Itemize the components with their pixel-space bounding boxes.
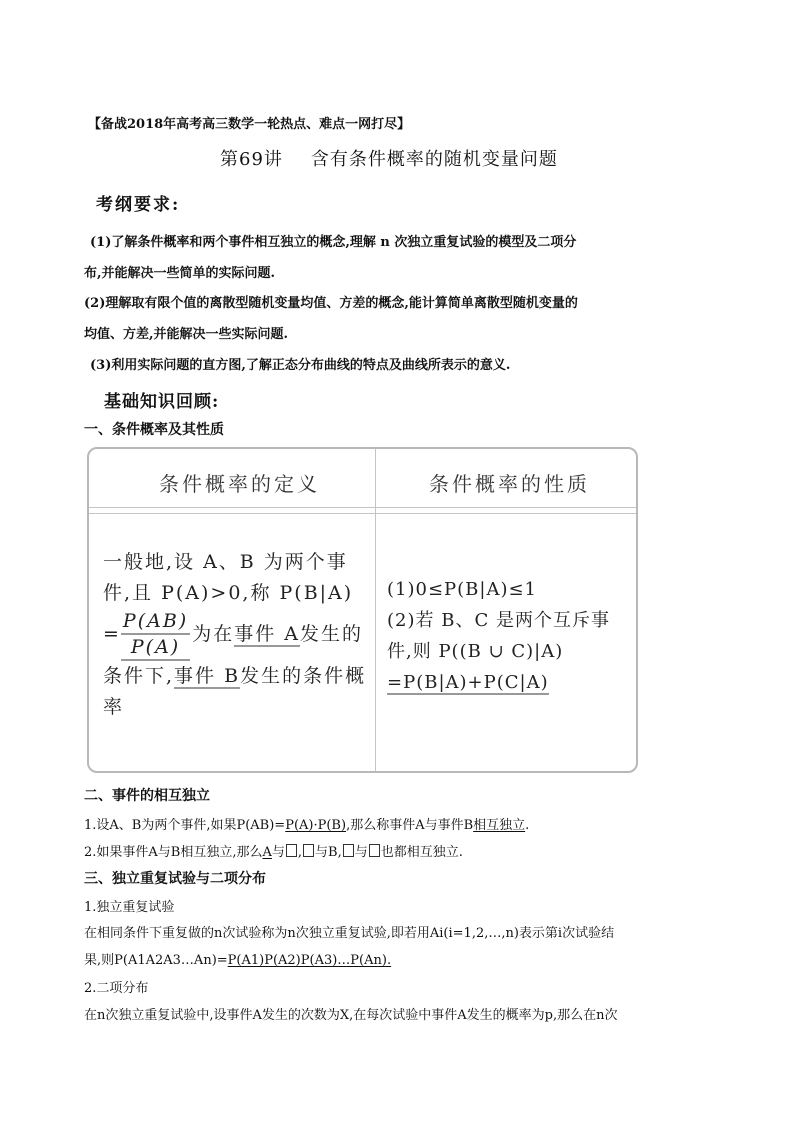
s2-l1-a: 1.设A、B为两个事件,如果P(AB)= xyxy=(84,818,286,833)
table-divider xyxy=(375,449,376,771)
fraction-denominator: P(A) xyxy=(121,635,190,661)
complement-a-glyph-2 xyxy=(343,844,354,857)
s2-l2-e: 与B, xyxy=(315,845,342,860)
s3-l2-a: 果,则P(A1A2A3…An)= xyxy=(84,953,228,968)
conditional-probability-table xyxy=(87,447,638,773)
requirement-2-line-2: 均值、方差,并能解决一些实际问题. xyxy=(84,327,289,342)
property-1: (1)0≤P(B|A)≤1 xyxy=(387,579,538,600)
definition-text-2: 为在 xyxy=(192,623,235,645)
s2-l1-product: P(A)·P(B) xyxy=(285,818,347,833)
series-tag: 【备战2018年高考高三数学一轮热点、难点一网打尽】 xyxy=(88,117,411,132)
definition-text-1: 一般地,设 A、B 为两个事件,且 P(A)>0,称 P(B|A) xyxy=(103,551,354,604)
s2-l2-event-a: A xyxy=(262,845,272,860)
s2-l2-c: 与 xyxy=(271,845,285,860)
requirement-3: (3)利用实际问题的直方图,了解正态分布曲线的特点及曲线所表示的意义. xyxy=(90,358,511,373)
complement-b-glyph xyxy=(286,844,297,857)
independence-property xyxy=(84,841,463,860)
section-3-heading: 三、独立重复试验与二项分布 xyxy=(84,871,266,887)
lecture-title: 含有条件概率的随机变量问题 xyxy=(310,149,558,170)
section-1-heading: 一、条件概率及其性质 xyxy=(84,422,224,438)
table-header-rule xyxy=(89,507,636,508)
independent-trials-text-2 xyxy=(84,949,391,968)
s2-l1-e: . xyxy=(525,818,530,833)
s2-l2-a: 2.如果事件A与B相互独立,那么 xyxy=(84,845,263,860)
complement-b-glyph-2 xyxy=(369,844,380,857)
review-heading: 基础知识回顾: xyxy=(104,392,220,412)
definition-equals: = xyxy=(103,623,121,645)
binomial-text-1: 在n次独立重复试验中,设事件A发生的次数为X,在每次试验中事件A发生的概率为p,那么在n次 xyxy=(84,1008,618,1023)
independence-definition xyxy=(84,814,529,833)
property-2: (2)若 B、C 是两个互斥事件,则 P((B ∪ C)|A) xyxy=(387,610,610,662)
s2-l2-d: , xyxy=(297,845,303,860)
subsection-binomial: 2.二项分布 xyxy=(84,981,149,996)
definition-cell xyxy=(103,547,367,723)
s2-l2-f: 与 xyxy=(354,845,368,860)
requirement-2-line-1: (2)理解取有限个值的离散型随机变量均值、方差的概念,能计算简单离散型随机变量的 xyxy=(84,296,578,311)
definition-event-b: 事件 B xyxy=(174,665,241,687)
s2-l1-independent: 相互独立 xyxy=(473,818,526,833)
property-2-result: =P(B|A)+P(C|A) xyxy=(387,672,549,693)
subsection-independent-trials: 1.独立重复试验 xyxy=(84,900,175,915)
column-header-definition: 条件概率的定义 xyxy=(159,472,320,496)
definition-text-6: 发生的条件概率 xyxy=(103,665,367,718)
lecture-number: 第69讲 xyxy=(220,149,283,170)
s2-l1-c: ,那么称事件A与事件B xyxy=(346,818,474,833)
definition-event-a: 事件 A xyxy=(234,623,300,645)
table-header-rule-2 xyxy=(89,513,636,514)
requirement-1-line-2: 布,并能解决一些简单的实际问题. xyxy=(84,266,276,281)
complement-a-glyph xyxy=(303,844,314,857)
section-2-heading: 二、事件的相互独立 xyxy=(84,788,210,804)
properties-cell xyxy=(387,574,635,698)
requirements-heading: 考纲要求: xyxy=(96,195,181,215)
fraction-numerator: P(AB) xyxy=(121,609,190,635)
definition-text-4: 发生的条件下, xyxy=(103,623,364,687)
s2-l2-g: 也都相互独立. xyxy=(380,845,463,860)
s3-l2-product: P(A1)P(A2)P(A3)…P(An). xyxy=(227,953,392,968)
column-header-properties: 条件概率的性质 xyxy=(429,472,590,496)
page-title xyxy=(220,145,558,171)
definition-fraction xyxy=(121,609,190,661)
independent-trials-text-1: 在相同条件下重复做的n次试验称为n次独立重复试验,即若用Ai(i=1,2,…,n)表示第i次试验结 xyxy=(84,926,615,941)
requirement-1-line-1: (1)了解条件概率和两个事件相互独立的概念,理解 n 次独立重复试验的模型及二项分 xyxy=(90,235,577,250)
